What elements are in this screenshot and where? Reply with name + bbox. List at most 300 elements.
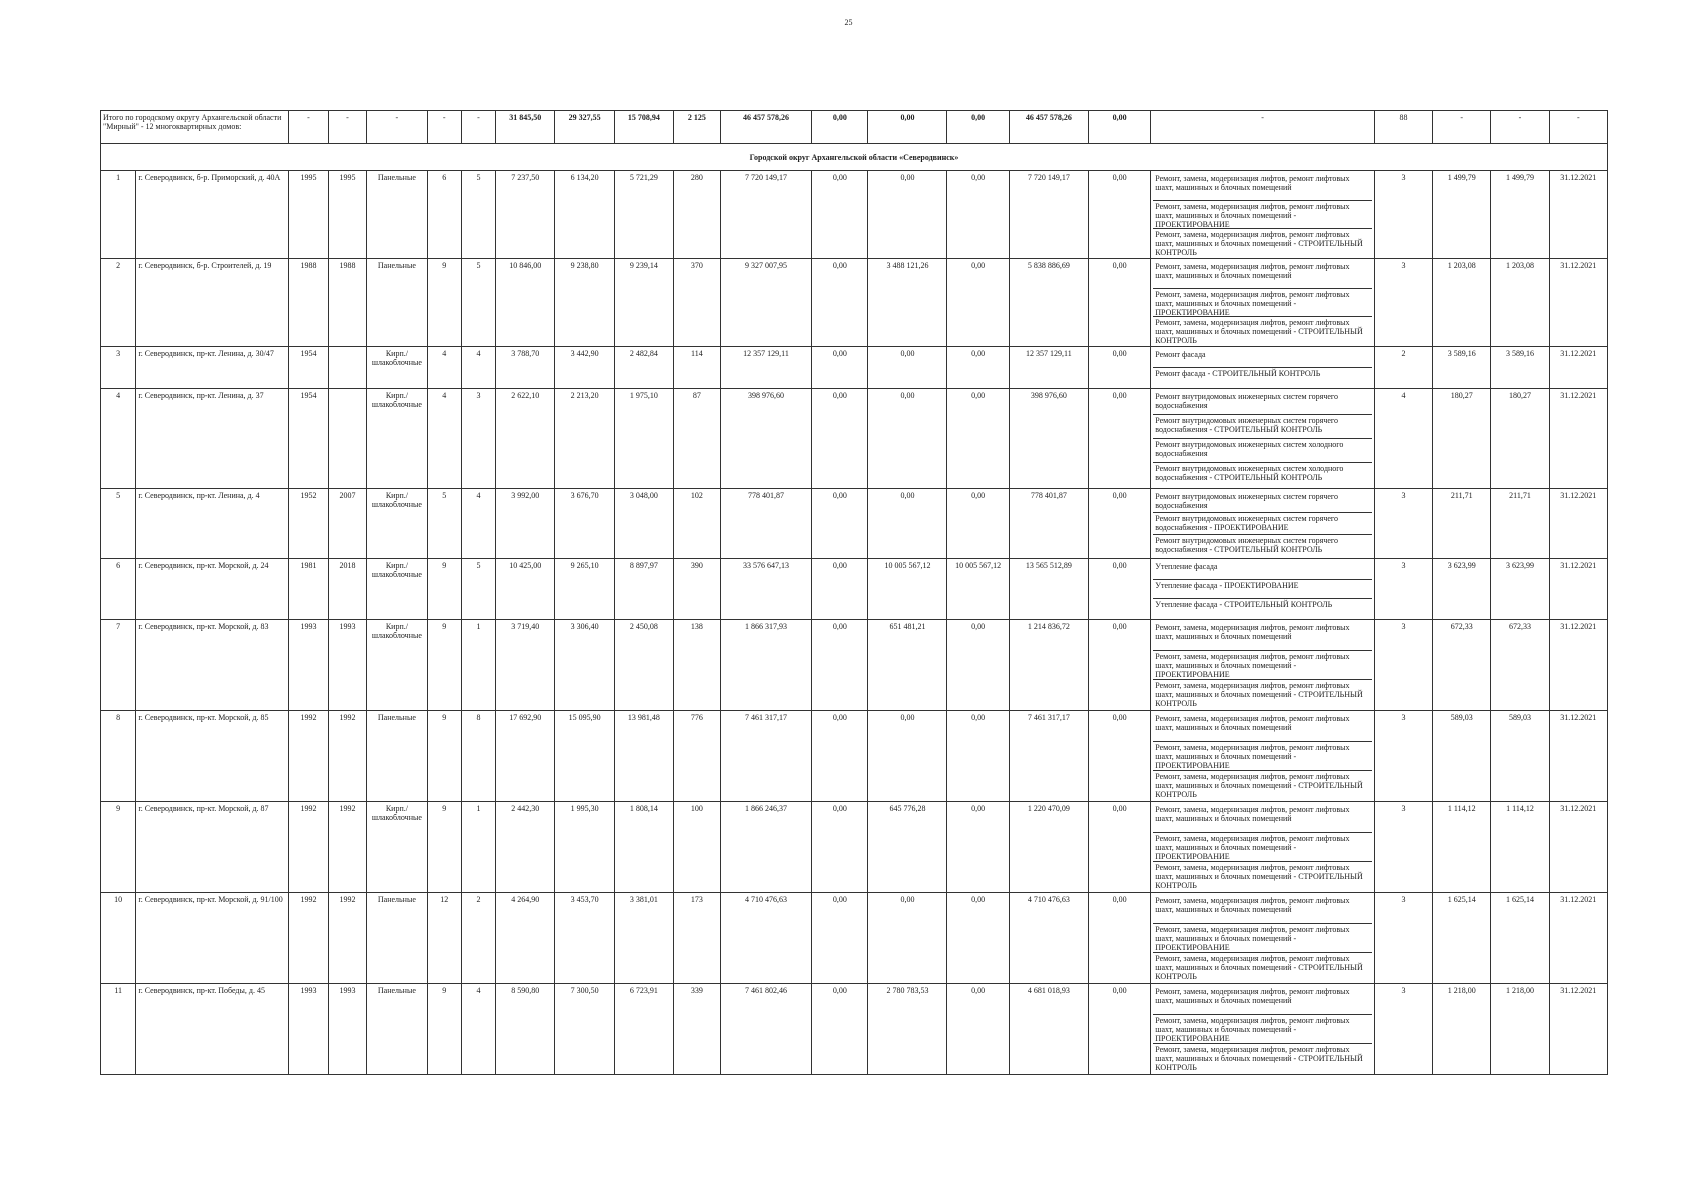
fund-ftsr: 0,00 [812, 711, 868, 802]
total-row [101, 111, 1608, 144]
table-row [101, 559, 1608, 620]
year-built: 1992 [289, 711, 329, 802]
work-item: Ремонт, замена, модернизация лифтов, ремонт лифтовых шахт, машинных и блочных помещений - СТРОИТЕЛЬНЫЙ КОНТРОЛЬ [1155, 772, 1363, 799]
works-cell [1151, 559, 1375, 620]
total-residents: 2 125 [673, 111, 720, 144]
area-total: 17 692,90 [496, 711, 555, 802]
works-cell [1151, 984, 1375, 1075]
table-row [101, 259, 1608, 347]
cost-total: 7 461 317,17 [720, 711, 812, 802]
year-built: 1993 [289, 984, 329, 1075]
row-number: 1 [101, 171, 136, 259]
area-total: 10 425,00 [496, 559, 555, 620]
fund-local: 0,00 [947, 620, 1009, 711]
table-row [101, 893, 1608, 984]
limit-cost: 1 114,12 [1491, 802, 1549, 893]
cost-total: 398 976,60 [720, 389, 812, 489]
floors: 4 [427, 389, 461, 489]
work-item: Ремонт, замена, модернизация лифтов, ремонт лифтовых шахт, машинных и блочных помещений - ПРОЕКТИРОВАНИЕ [1153, 833, 1372, 862]
total-label: Итого по городскому округу Архангельской области "Мирный" - 12 многоквартирных домов: [101, 111, 289, 144]
fund-local: 0,00 [947, 984, 1009, 1075]
deadline: 31.12.2021 [1549, 711, 1607, 802]
year-overhaul: 2018 [328, 559, 366, 620]
cost-total: 12 357 129,11 [720, 347, 812, 389]
area-premises: 2 213,20 [555, 389, 614, 489]
page-number: 25 [844, 18, 853, 27]
table-row [101, 711, 1608, 802]
address: г. Северодвинск, пр-кт. Морской, д. 87 [136, 802, 289, 893]
fund-regional: 0,00 [868, 711, 947, 802]
work-item: Ремонт фасада [1153, 349, 1372, 368]
area-living: 3 381,01 [614, 893, 673, 984]
works-count: 3 [1374, 559, 1432, 620]
fund-local: 0,00 [947, 259, 1009, 347]
address: г. Северодвинск, пр-кт. Морской, д. 85 [136, 711, 289, 802]
residents: 114 [673, 347, 720, 389]
work-item: Ремонт, замена, модернизация лифтов, ремонт лифтовых шахт, машинных и блочных помещений - ПРОЕКТИРОВАНИЕ [1153, 742, 1372, 771]
fund-other: 0,00 [1088, 893, 1150, 984]
fund-other: 0,00 [1088, 171, 1150, 259]
fund-owners: 398 976,60 [1009, 389, 1088, 489]
entrances: 5 [461, 259, 495, 347]
unit-cost: 1 218,00 [1433, 984, 1491, 1075]
area-living: 2 482,84 [614, 347, 673, 389]
fund-ftsr: 0,00 [812, 347, 868, 389]
wall-material: Кирп./шлакоблочные [367, 620, 427, 711]
area-total: 7 237,50 [496, 171, 555, 259]
area-premises: 6 134,20 [555, 171, 614, 259]
year-built: 1981 [289, 559, 329, 620]
cost-total: 9 327 007,95 [720, 259, 812, 347]
area-living: 6 723,91 [614, 984, 673, 1075]
limit-cost: 1 203,08 [1491, 259, 1549, 347]
works-count: 3 [1374, 984, 1432, 1075]
year-overhaul: 1992 [328, 802, 366, 893]
fund-local: 0,00 [947, 489, 1009, 559]
fund-other: 0,00 [1088, 489, 1150, 559]
entrances: 4 [461, 984, 495, 1075]
fund-local: 0,00 [947, 802, 1009, 893]
unit-cost: 589,03 [1433, 711, 1491, 802]
fund-regional: 651 481,21 [868, 620, 947, 711]
row-number: 7 [101, 620, 136, 711]
fund-ftsr: 0,00 [812, 489, 868, 559]
fund-other: 0,00 [1088, 802, 1150, 893]
works-cell [1151, 711, 1375, 802]
work-item: Ремонт, замена, модернизация лифтов, ремонт лифтовых шахт, машинных и блочных помещений - ПРОЕКТИРОВАНИЕ [1153, 289, 1372, 317]
fund-ftsr: 0,00 [812, 259, 868, 347]
work-item: Утепление фасада [1153, 561, 1372, 580]
total-fund-other: 0,00 [1088, 111, 1150, 144]
address: г. Северодвинск, пр-кт. Морской, д. 24 [136, 559, 289, 620]
limit-cost: 672,33 [1491, 620, 1549, 711]
works-cell [1151, 489, 1375, 559]
limit-cost: 589,03 [1491, 711, 1549, 802]
fund-other: 0,00 [1088, 984, 1150, 1075]
year-built: 1954 [289, 389, 329, 489]
area-premises: 3 453,70 [555, 893, 614, 984]
works-cell [1151, 259, 1375, 347]
fund-ftsr: 0,00 [812, 984, 868, 1075]
entrances: 5 [461, 559, 495, 620]
wall-material: Кирп./шлакоблочные [367, 559, 427, 620]
area-living: 3 048,00 [614, 489, 673, 559]
table-row [101, 489, 1608, 559]
work-item: Ремонт внутридомовых инженерных систем горячего водоснабжения [1153, 391, 1372, 415]
deadline: 31.12.2021 [1549, 389, 1607, 489]
rows-body [101, 171, 1608, 1075]
floors: 9 [427, 984, 461, 1075]
year-overhaul: 1992 [328, 893, 366, 984]
row-number: 6 [101, 559, 136, 620]
fund-local: 0,00 [947, 711, 1009, 802]
work-item: Ремонт, замена, модернизация лифтов, ремонт лифтовых шахт, машинных и блочных помещений - ПРОЕКТИРОВАНИЕ [1153, 651, 1372, 680]
entrances: 2 [461, 893, 495, 984]
fund-other: 0,00 [1088, 711, 1150, 802]
entrances: 4 [461, 347, 495, 389]
fund-ftsr: 0,00 [812, 171, 868, 259]
area-living: 1 975,10 [614, 389, 673, 489]
fund-regional: 0,00 [868, 893, 947, 984]
work-item: Ремонт, замена, модернизация лифтов, ремонт лифтовых шахт, машинных и блочных помещений - ПРОЕКТИРОВАНИЕ [1153, 201, 1372, 229]
unit-cost: 1 203,08 [1433, 259, 1491, 347]
cost-total: 4 710 476,63 [720, 893, 812, 984]
total-fund-ftsr: 0,00 [812, 111, 868, 144]
address: г. Северодвинск, б-р. Приморский, д. 40А [136, 171, 289, 259]
fund-owners: 778 401,87 [1009, 489, 1088, 559]
table-row [101, 171, 1608, 259]
year-overhaul [328, 389, 366, 489]
work-item: Ремонт внутридомовых инженерных систем горячего водоснабжения [1153, 491, 1372, 513]
fund-ftsr: 0,00 [812, 389, 868, 489]
work-item: Ремонт, замена, модернизация лифтов, ремонт лифтовых шахт, машинных и блочных помещений - СТРОИТЕЛЬНЫЙ КОНТРОЛЬ [1155, 318, 1363, 345]
area-living: 9 239,14 [614, 259, 673, 347]
fund-regional: 0,00 [868, 489, 947, 559]
year-built: 1992 [289, 893, 329, 984]
wall-material: Панельные [367, 984, 427, 1075]
area-premises: 7 300,50 [555, 984, 614, 1075]
total-dash: - [289, 111, 329, 144]
cost-total: 1 866 317,93 [720, 620, 812, 711]
cost-total: 1 866 246,37 [720, 802, 812, 893]
fund-other: 0,00 [1088, 259, 1150, 347]
year-built: 1993 [289, 620, 329, 711]
work-item: Ремонт, замена, модернизация лифтов, ремонт лифтовых шахт, машинных и блочных помещений [1153, 173, 1372, 201]
work-item: Ремонт, замена, модернизация лифтов, ремонт лифтовых шахт, машинных и блочных помещений - СТРОИТЕЛЬНЫЙ КОНТРОЛЬ [1155, 954, 1363, 981]
total-unit-cost: - [1433, 111, 1491, 144]
work-item: Ремонт, замена, модернизация лифтов, ремонт лифтовых шахт, машинных и блочных помещений [1153, 804, 1372, 833]
total-dash: - [427, 111, 461, 144]
works-cell [1151, 347, 1375, 389]
total-works: - [1151, 111, 1375, 144]
work-item: Ремонт, замена, модернизация лифтов, ремонт лифтовых шахт, машинных и блочных помещений [1153, 713, 1372, 742]
address: г. Северодвинск, пр-кт. Морской, д. 83 [136, 620, 289, 711]
work-item: Ремонт, замена, модернизация лифтов, ремонт лифтовых шахт, машинных и блочных помещений - ПРОЕКТИРОВАНИЕ [1153, 924, 1372, 953]
address: г. Северодвинск, пр-кт. Ленина, д. 30/47 [136, 347, 289, 389]
limit-cost: 211,71 [1491, 489, 1549, 559]
work-item: Утепление фасада - ПРОЕКТИРОВАНИЕ [1153, 580, 1372, 599]
address: г. Северодвинск, пр-кт. Ленина, д. 37 [136, 389, 289, 489]
area-total: 3 719,40 [496, 620, 555, 711]
fund-local: 10 005 567,12 [947, 559, 1009, 620]
deadline: 31.12.2021 [1549, 259, 1607, 347]
year-built: 1988 [289, 259, 329, 347]
cost-total: 7 720 149,17 [720, 171, 812, 259]
capital-repair-table [100, 110, 1608, 1075]
wall-material: Панельные [367, 171, 427, 259]
table-row [101, 802, 1608, 893]
works-cell [1151, 802, 1375, 893]
entrances: 3 [461, 389, 495, 489]
total-cost: 46 457 578,26 [720, 111, 812, 144]
wall-material: Панельные [367, 259, 427, 347]
unit-cost: 1 114,12 [1433, 802, 1491, 893]
area-premises: 15 095,90 [555, 711, 614, 802]
row-number: 8 [101, 711, 136, 802]
deadline: 31.12.2021 [1549, 620, 1607, 711]
cost-total: 778 401,87 [720, 489, 812, 559]
table-row [101, 347, 1608, 389]
total-area-living: 15 708,94 [614, 111, 673, 144]
fund-regional: 0,00 [868, 171, 947, 259]
year-overhaul: 1988 [328, 259, 366, 347]
fund-local: 0,00 [947, 893, 1009, 984]
row-number: 2 [101, 259, 136, 347]
works-cell [1151, 893, 1375, 984]
fund-local: 0,00 [947, 347, 1009, 389]
table-row [101, 620, 1608, 711]
row-number: 10 [101, 893, 136, 984]
work-item: Ремонт, замена, модернизация лифтов, ремонт лифтовых шахт, машинных и блочных помещений [1153, 895, 1372, 924]
address: г. Северодвинск, б-р. Строителей, д. 19 [136, 259, 289, 347]
works-count: 3 [1374, 171, 1432, 259]
year-overhaul: 1993 [328, 984, 366, 1075]
area-total: 8 590,80 [496, 984, 555, 1075]
work-item: Ремонт фасада - СТРОИТЕЛЬНЫЙ КОНТРОЛЬ [1155, 369, 1321, 378]
area-total: 10 846,00 [496, 259, 555, 347]
floors: 9 [427, 802, 461, 893]
fund-owners: 7 461 317,17 [1009, 711, 1088, 802]
floors: 5 [427, 489, 461, 559]
fund-ftsr: 0,00 [812, 893, 868, 984]
fund-owners: 7 720 149,17 [1009, 171, 1088, 259]
fund-regional: 0,00 [868, 347, 947, 389]
works-cell [1151, 620, 1375, 711]
unit-cost: 211,71 [1433, 489, 1491, 559]
fund-ftsr: 0,00 [812, 559, 868, 620]
residents: 100 [673, 802, 720, 893]
deadline: 31.12.2021 [1549, 489, 1607, 559]
fund-other: 0,00 [1088, 347, 1150, 389]
year-built: 1952 [289, 489, 329, 559]
floors: 9 [427, 620, 461, 711]
limit-cost: 3 623,99 [1491, 559, 1549, 620]
fund-regional: 645 776,28 [868, 802, 947, 893]
total-area-total: 31 845,50 [496, 111, 555, 144]
entrances: 1 [461, 802, 495, 893]
fund-owners: 1 220 470,09 [1009, 802, 1088, 893]
area-total: 2 622,10 [496, 389, 555, 489]
unit-cost: 672,33 [1433, 620, 1491, 711]
floors: 6 [427, 171, 461, 259]
work-item: Ремонт, замена, модернизация лифтов, ремонт лифтовых шахт, машинных и блочных помещений [1153, 261, 1372, 289]
residents: 280 [673, 171, 720, 259]
work-item: Ремонт внутридомовых инженерных систем горячего водоснабжения - СТРОИТЕЛЬНЫЙ КОНТРОЛЬ [1155, 536, 1339, 554]
area-premises: 1 995,30 [555, 802, 614, 893]
area-living: 13 981,48 [614, 711, 673, 802]
residents: 390 [673, 559, 720, 620]
total-area-premises: 29 327,55 [555, 111, 614, 144]
year-overhaul: 1995 [328, 171, 366, 259]
floors: 9 [427, 711, 461, 802]
address: г. Северодвинск, пр-кт. Ленина, д. 4 [136, 489, 289, 559]
row-number: 11 [101, 984, 136, 1075]
total-dash: - [328, 111, 366, 144]
fund-regional: 0,00 [868, 389, 947, 489]
work-item: Утепление фасада - СТРОИТЕЛЬНЫЙ КОНТРОЛЬ [1155, 600, 1333, 609]
row-number: 4 [101, 389, 136, 489]
fund-regional: 2 780 783,53 [868, 984, 947, 1075]
fund-owners: 4 710 476,63 [1009, 893, 1088, 984]
entrances: 8 [461, 711, 495, 802]
residents: 776 [673, 711, 720, 802]
limit-cost: 1 499,79 [1491, 171, 1549, 259]
wall-material: Панельные [367, 711, 427, 802]
row-number: 5 [101, 489, 136, 559]
area-premises: 9 265,10 [555, 559, 614, 620]
address: г. Северодвинск, пр-кт. Победы, д. 45 [136, 984, 289, 1075]
fund-owners: 13 565 512,89 [1009, 559, 1088, 620]
work-item: Ремонт внутридомовых инженерных систем горячего водоснабжения - ПРОЕКТИРОВАНИЕ [1153, 513, 1372, 535]
work-item: Ремонт внутридомовых инженерных систем холодного водоснабжения [1153, 439, 1372, 463]
work-item: Ремонт, замена, модернизация лифтов, ремонт лифтовых шахт, машинных и блочных помещений - СТРОИТЕЛЬНЫЙ КОНТРОЛЬ [1155, 1045, 1363, 1072]
fund-owners: 12 357 129,11 [1009, 347, 1088, 389]
deadline: 31.12.2021 [1549, 893, 1607, 984]
limit-cost: 180,27 [1491, 389, 1549, 489]
work-item: Ремонт, замена, модернизация лифтов, ремонт лифтовых шахт, машинных и блочных помещений - СТРОИТЕЛЬНЫЙ КОНТРОЛЬ [1155, 230, 1363, 257]
entrances: 1 [461, 620, 495, 711]
work-item: Ремонт внутридомовых инженерных систем холодного водоснабжения - СТРОИТЕЛЬНЫЙ КОНТРОЛЬ [1155, 464, 1344, 482]
deadline: 31.12.2021 [1549, 984, 1607, 1075]
area-living: 1 808,14 [614, 802, 673, 893]
row-number: 3 [101, 347, 136, 389]
residents: 87 [673, 389, 720, 489]
work-item: Ремонт, замена, модернизация лифтов, ремонт лифтовых шахт, машинных и блочных помещений [1153, 986, 1372, 1015]
area-premises: 9 238,80 [555, 259, 614, 347]
works-cell [1151, 389, 1375, 489]
year-overhaul [328, 347, 366, 389]
unit-cost: 1 499,79 [1433, 171, 1491, 259]
year-overhaul: 1992 [328, 711, 366, 802]
table-row [101, 984, 1608, 1075]
floors: 9 [427, 259, 461, 347]
total-limit-cost: - [1491, 111, 1549, 144]
total-dash: - [367, 111, 427, 144]
works-count: 4 [1374, 389, 1432, 489]
total-fund-local: 0,00 [947, 111, 1009, 144]
unit-cost: 3 623,99 [1433, 559, 1491, 620]
limit-cost: 1 218,00 [1491, 984, 1549, 1075]
row-number: 9 [101, 802, 136, 893]
fund-other: 0,00 [1088, 559, 1150, 620]
region-header-row [101, 144, 1608, 171]
fund-regional: 3 488 121,26 [868, 259, 947, 347]
cost-total: 33 576 647,13 [720, 559, 812, 620]
address: г. Северодвинск, пр-кт. Морской, д. 91/100 [136, 893, 289, 984]
works-count: 3 [1374, 620, 1432, 711]
deadline: 31.12.2021 [1549, 559, 1607, 620]
total-dash: - [461, 111, 495, 144]
limit-cost: 3 589,16 [1491, 347, 1549, 389]
work-item: Ремонт внутридомовых инженерных систем горячего водоснабжения - СТРОИТЕЛЬНЫЙ КОНТРОЛЬ [1153, 415, 1372, 439]
wall-material: Кирп./шлакоблочные [367, 802, 427, 893]
unit-cost: 3 589,16 [1433, 347, 1491, 389]
total-works-count: 88 [1374, 111, 1432, 144]
floors: 12 [427, 893, 461, 984]
fund-regional: 10 005 567,12 [868, 559, 947, 620]
deadline: 31.12.2021 [1549, 171, 1607, 259]
wall-material: Кирп./шлакоблочные [367, 489, 427, 559]
floors: 9 [427, 559, 461, 620]
works-cell [1151, 171, 1375, 259]
fund-other: 0,00 [1088, 389, 1150, 489]
wall-material: Кирп./шлакоблочные [367, 347, 427, 389]
table-row [101, 389, 1608, 489]
region-title: Городской округ Архангельской области «Северодвинск» [101, 144, 1608, 171]
cost-total: 7 461 802,46 [720, 984, 812, 1075]
area-total: 4 264,90 [496, 893, 555, 984]
area-premises: 3 676,70 [555, 489, 614, 559]
fund-ftsr: 0,00 [812, 620, 868, 711]
works-count: 3 [1374, 802, 1432, 893]
area-total: 3 788,70 [496, 347, 555, 389]
residents: 102 [673, 489, 720, 559]
works-count: 3 [1374, 489, 1432, 559]
limit-cost: 1 625,14 [1491, 893, 1549, 984]
residents: 173 [673, 893, 720, 984]
area-living: 5 721,29 [614, 171, 673, 259]
fund-owners: 5 838 886,69 [1009, 259, 1088, 347]
work-item: Ремонт, замена, модернизация лифтов, ремонт лифтовых шахт, машинных и блочных помещений - ПРОЕКТИРОВАНИЕ [1153, 1015, 1372, 1044]
work-item: Ремонт, замена, модернизация лифтов, ремонт лифтовых шахт, машинных и блочных помещений - СТРОИТЕЛЬНЫЙ КОНТРОЛЬ [1155, 681, 1363, 708]
residents: 370 [673, 259, 720, 347]
wall-material: Кирп./шлакоблочные [367, 389, 427, 489]
work-item: Ремонт, замена, модернизация лифтов, ремонт лифтовых шахт, машинных и блочных помещений - СТРОИТЕЛЬНЫЙ КОНТРОЛЬ [1155, 863, 1363, 890]
year-overhaul: 2007 [328, 489, 366, 559]
area-total: 3 992,00 [496, 489, 555, 559]
fund-owners: 4 681 018,93 [1009, 984, 1088, 1075]
fund-ftsr: 0,00 [812, 802, 868, 893]
year-built: 1995 [289, 171, 329, 259]
fund-local: 0,00 [947, 171, 1009, 259]
unit-cost: 1 625,14 [1433, 893, 1491, 984]
deadline: 31.12.2021 [1549, 347, 1607, 389]
residents: 138 [673, 620, 720, 711]
entrances: 4 [461, 489, 495, 559]
total-deadline: - [1549, 111, 1607, 144]
work-item: Ремонт, замена, модернизация лифтов, ремонт лифтовых шахт, машинных и блочных помещений [1153, 622, 1372, 651]
works-count: 2 [1374, 347, 1432, 389]
works-count: 3 [1374, 893, 1432, 984]
fund-local: 0,00 [947, 389, 1009, 489]
works-count: 3 [1374, 711, 1432, 802]
area-total: 2 442,30 [496, 802, 555, 893]
fund-owners: 1 214 836,72 [1009, 620, 1088, 711]
year-overhaul: 1993 [328, 620, 366, 711]
floors: 4 [427, 347, 461, 389]
deadline: 31.12.2021 [1549, 802, 1607, 893]
entrances: 5 [461, 171, 495, 259]
